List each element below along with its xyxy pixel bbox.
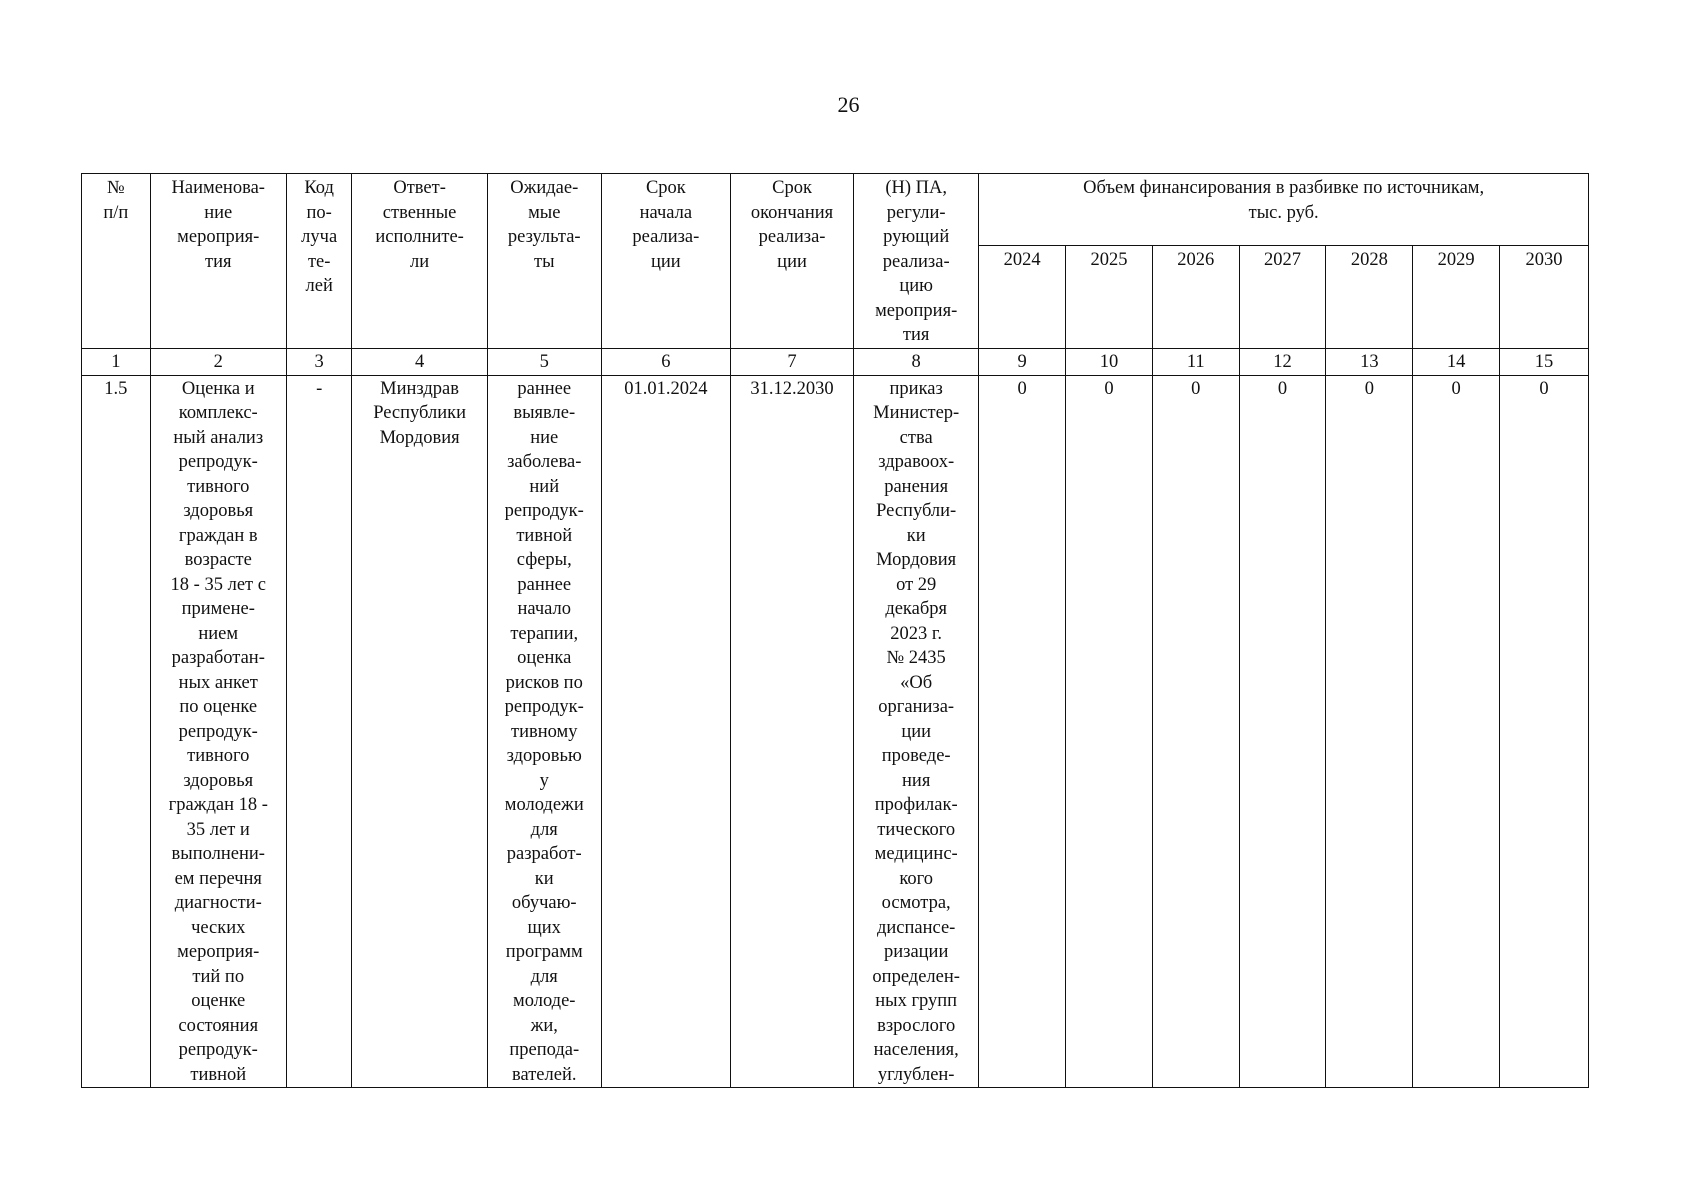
text-line: заболева- xyxy=(507,452,582,472)
text-line: реализа- xyxy=(758,227,826,247)
cell-funding-value: 0 xyxy=(1066,375,1153,1088)
text-line: репродук- xyxy=(504,501,584,521)
column-number: 1 xyxy=(82,348,151,375)
column-number: 2 xyxy=(150,348,286,375)
text-line: здоровья xyxy=(183,501,254,521)
text-line: тического xyxy=(877,819,956,840)
column-number: 4 xyxy=(352,348,487,375)
text-line: реализа- xyxy=(882,251,950,272)
text-line: тыс. руб. xyxy=(1248,202,1319,223)
column-number: 8 xyxy=(854,348,979,375)
text-line: ственные xyxy=(382,202,457,223)
text-line: ки xyxy=(534,868,554,889)
text-line: диспансе- xyxy=(876,917,956,938)
text-line: Срок xyxy=(772,178,812,198)
cell-npa xyxy=(854,375,979,1088)
text-line: ние xyxy=(530,427,559,448)
header-year: 2028 xyxy=(1326,246,1413,348)
text-line: Ответ- xyxy=(393,178,446,198)
cell-funding-value: 0 xyxy=(1413,375,1500,1088)
text-line: терапии, xyxy=(510,623,579,644)
text-line: результа- xyxy=(507,227,581,247)
text-line: репродук- xyxy=(178,1040,258,1060)
text-line: жи, xyxy=(530,1015,558,1036)
text-line: примене- xyxy=(181,599,255,619)
text-line: Наименова- xyxy=(171,178,265,198)
cell-end: 31.12.2030 xyxy=(730,375,853,1088)
text-line: репродук- xyxy=(178,721,258,742)
column-number: 3 xyxy=(286,348,352,375)
text-line: ки xyxy=(906,525,926,546)
text-line: начала xyxy=(639,202,693,223)
text-line: мероприя- xyxy=(177,942,260,962)
text-line: те- xyxy=(307,251,331,272)
text-line: Объем финансирования в разбивке по источникам, xyxy=(1083,178,1485,198)
text-line: реализа- xyxy=(632,227,700,247)
column-number: 9 xyxy=(979,348,1066,375)
text-line: № xyxy=(106,178,125,198)
text-line: здоровью xyxy=(506,746,582,766)
cell-funding-value: 0 xyxy=(1239,375,1326,1088)
header-code xyxy=(286,174,352,349)
activities-table xyxy=(81,173,1589,1088)
text-line: ты xyxy=(533,251,555,272)
text-line: медицинс- xyxy=(874,844,958,864)
header-responsible xyxy=(352,174,487,349)
text-line: разработан- xyxy=(171,648,265,668)
text-line: Код xyxy=(304,178,334,198)
text-line: возрасте xyxy=(184,550,252,570)
text-line: ризации xyxy=(883,942,949,962)
header-name xyxy=(150,174,286,349)
text-line: обучаю- xyxy=(511,893,577,913)
text-line: «Об xyxy=(900,672,933,693)
text-line: здоровья xyxy=(183,770,254,791)
header-end xyxy=(730,174,853,349)
text-line: мероприя- xyxy=(875,300,958,321)
text-line: молоде- xyxy=(513,991,576,1011)
text-line: нием xyxy=(198,623,239,644)
text-line: комплекс- xyxy=(178,403,258,423)
text-line: мероприя- xyxy=(177,227,260,247)
text-line: разработ- xyxy=(506,844,582,864)
header-year: 2027 xyxy=(1239,246,1326,348)
text-line: 35 лет и xyxy=(186,819,250,840)
header-year: 2024 xyxy=(979,246,1066,348)
text-line: п/п xyxy=(103,202,129,223)
text-line: ства xyxy=(899,427,933,448)
column-number: 12 xyxy=(1239,348,1326,375)
text-line: ции xyxy=(651,251,681,272)
column-number: 10 xyxy=(1066,348,1153,375)
text-line: регули- xyxy=(886,202,946,223)
text-line: рующий xyxy=(883,227,950,247)
column-number: 7 xyxy=(730,348,853,375)
text-line: от 29 xyxy=(896,574,937,595)
column-number: 14 xyxy=(1413,348,1500,375)
text-line: по- xyxy=(306,202,332,223)
text-line: ние xyxy=(204,202,233,223)
cell-funding-value: 0 xyxy=(1152,375,1239,1088)
text-line: № 2435 xyxy=(886,648,946,668)
text-line: тивной xyxy=(190,1064,247,1085)
text-line: тивного xyxy=(187,746,250,766)
text-line: тивного xyxy=(187,476,250,497)
column-number: 6 xyxy=(601,348,730,375)
text-line: ных групп xyxy=(875,991,958,1011)
cell-name xyxy=(150,375,286,1088)
text-line: проведе- xyxy=(881,746,951,766)
header-num xyxy=(82,174,151,349)
text-line: цию xyxy=(899,276,933,296)
text-line: кого xyxy=(899,868,934,889)
text-line: у xyxy=(539,770,549,791)
text-line: программ xyxy=(505,942,583,962)
text-line: осмотра, xyxy=(881,893,951,913)
text-line: углублен- xyxy=(877,1064,955,1085)
text-line: (Н) ПА, xyxy=(885,178,947,198)
cell-funding-value: 0 xyxy=(1326,375,1413,1088)
text-line: ных анкет xyxy=(178,672,258,693)
text-line: ранения xyxy=(884,476,949,497)
text-line: репродук- xyxy=(504,697,584,717)
text-line: по оценке xyxy=(179,697,258,717)
cell-num: 1.5 xyxy=(82,375,151,1088)
text-line: оценке xyxy=(191,991,246,1011)
text-line: тия xyxy=(902,325,930,345)
text-line: Мордовия xyxy=(876,550,957,570)
text-line: раннее xyxy=(517,378,572,399)
header-start xyxy=(601,174,730,349)
text-line: тивному xyxy=(511,721,578,742)
text-line: приказ xyxy=(889,378,943,399)
page-number: 26 xyxy=(837,92,860,117)
header-results xyxy=(487,174,601,349)
text-line: тивной xyxy=(516,525,573,546)
text-line: Мордовия xyxy=(379,427,460,448)
text-line: декабря xyxy=(885,599,948,619)
column-number: 5 xyxy=(487,348,601,375)
text-line: щих xyxy=(527,917,561,938)
text-line: профилак- xyxy=(874,795,958,815)
text-line: граждан в xyxy=(178,525,258,546)
text-line: ческих xyxy=(191,917,246,938)
header-year: 2030 xyxy=(1500,246,1589,348)
text-line: ния xyxy=(902,770,931,791)
header-funding xyxy=(979,174,1589,246)
text-line: ний xyxy=(529,476,560,497)
cell-start: 01.01.2024 xyxy=(601,375,730,1088)
text-line: ем перечня xyxy=(174,868,262,889)
cell-code: - xyxy=(286,375,352,1088)
text-line: ный анализ xyxy=(173,427,264,448)
text-line: лей xyxy=(305,276,333,296)
text-line: исполните- xyxy=(375,227,464,247)
text-line: здравоох- xyxy=(878,452,955,472)
text-line: молодежи xyxy=(504,795,584,815)
text-line: Срок xyxy=(645,178,686,198)
text-line: мые xyxy=(528,202,561,223)
header-npa xyxy=(854,174,979,349)
text-line: ции xyxy=(901,721,932,742)
text-line: выявле- xyxy=(513,403,576,423)
text-line: выполнени- xyxy=(171,844,265,864)
header-year: 2025 xyxy=(1066,246,1153,348)
text-line: ции xyxy=(777,251,807,272)
text-line: ли xyxy=(410,251,430,272)
text-line: состояния xyxy=(178,1015,259,1036)
column-number: 15 xyxy=(1500,348,1589,375)
cell-funding-value: 0 xyxy=(979,375,1066,1088)
text-line: рисков по xyxy=(505,672,583,693)
text-line: тий по xyxy=(192,966,245,987)
text-line: окончания xyxy=(750,202,834,223)
text-line: сферы, xyxy=(516,550,572,570)
text-line: определен- xyxy=(872,966,960,987)
text-line: организа- xyxy=(878,697,955,717)
text-line: Республики xyxy=(373,403,466,423)
text-line: начало xyxy=(517,599,571,619)
text-line: препода- xyxy=(509,1040,580,1060)
text-line: диагности- xyxy=(174,893,262,913)
cell-results xyxy=(487,375,601,1088)
cell-funding-value: 0 xyxy=(1500,375,1589,1088)
text-line: граждан 18 - xyxy=(168,795,268,815)
cell-responsible xyxy=(352,375,487,1088)
text-line: взрослого xyxy=(877,1015,956,1036)
header-year: 2026 xyxy=(1152,246,1239,348)
text-line: для xyxy=(530,819,558,840)
text-line: 2023 г. xyxy=(890,623,943,644)
text-line: Оценка и xyxy=(181,378,255,399)
text-line: раннее xyxy=(517,574,572,595)
text-line: 18 - 35 лет с xyxy=(170,574,266,595)
header-year: 2029 xyxy=(1413,246,1500,348)
text-line: луча xyxy=(301,227,338,247)
column-number: 13 xyxy=(1326,348,1413,375)
column-number: 11 xyxy=(1152,348,1239,375)
text-line: Минздрав xyxy=(380,378,460,399)
text-line: для xyxy=(530,966,558,987)
text-line: Ожидае- xyxy=(510,178,579,198)
text-line: оценка xyxy=(517,648,572,668)
text-line: тия xyxy=(205,251,232,272)
text-line: населения, xyxy=(873,1040,959,1060)
text-line: Министер- xyxy=(873,403,960,423)
text-line: репродук- xyxy=(178,452,258,472)
text-line: вателей. xyxy=(511,1064,577,1085)
text-line: Республи- xyxy=(876,501,957,521)
